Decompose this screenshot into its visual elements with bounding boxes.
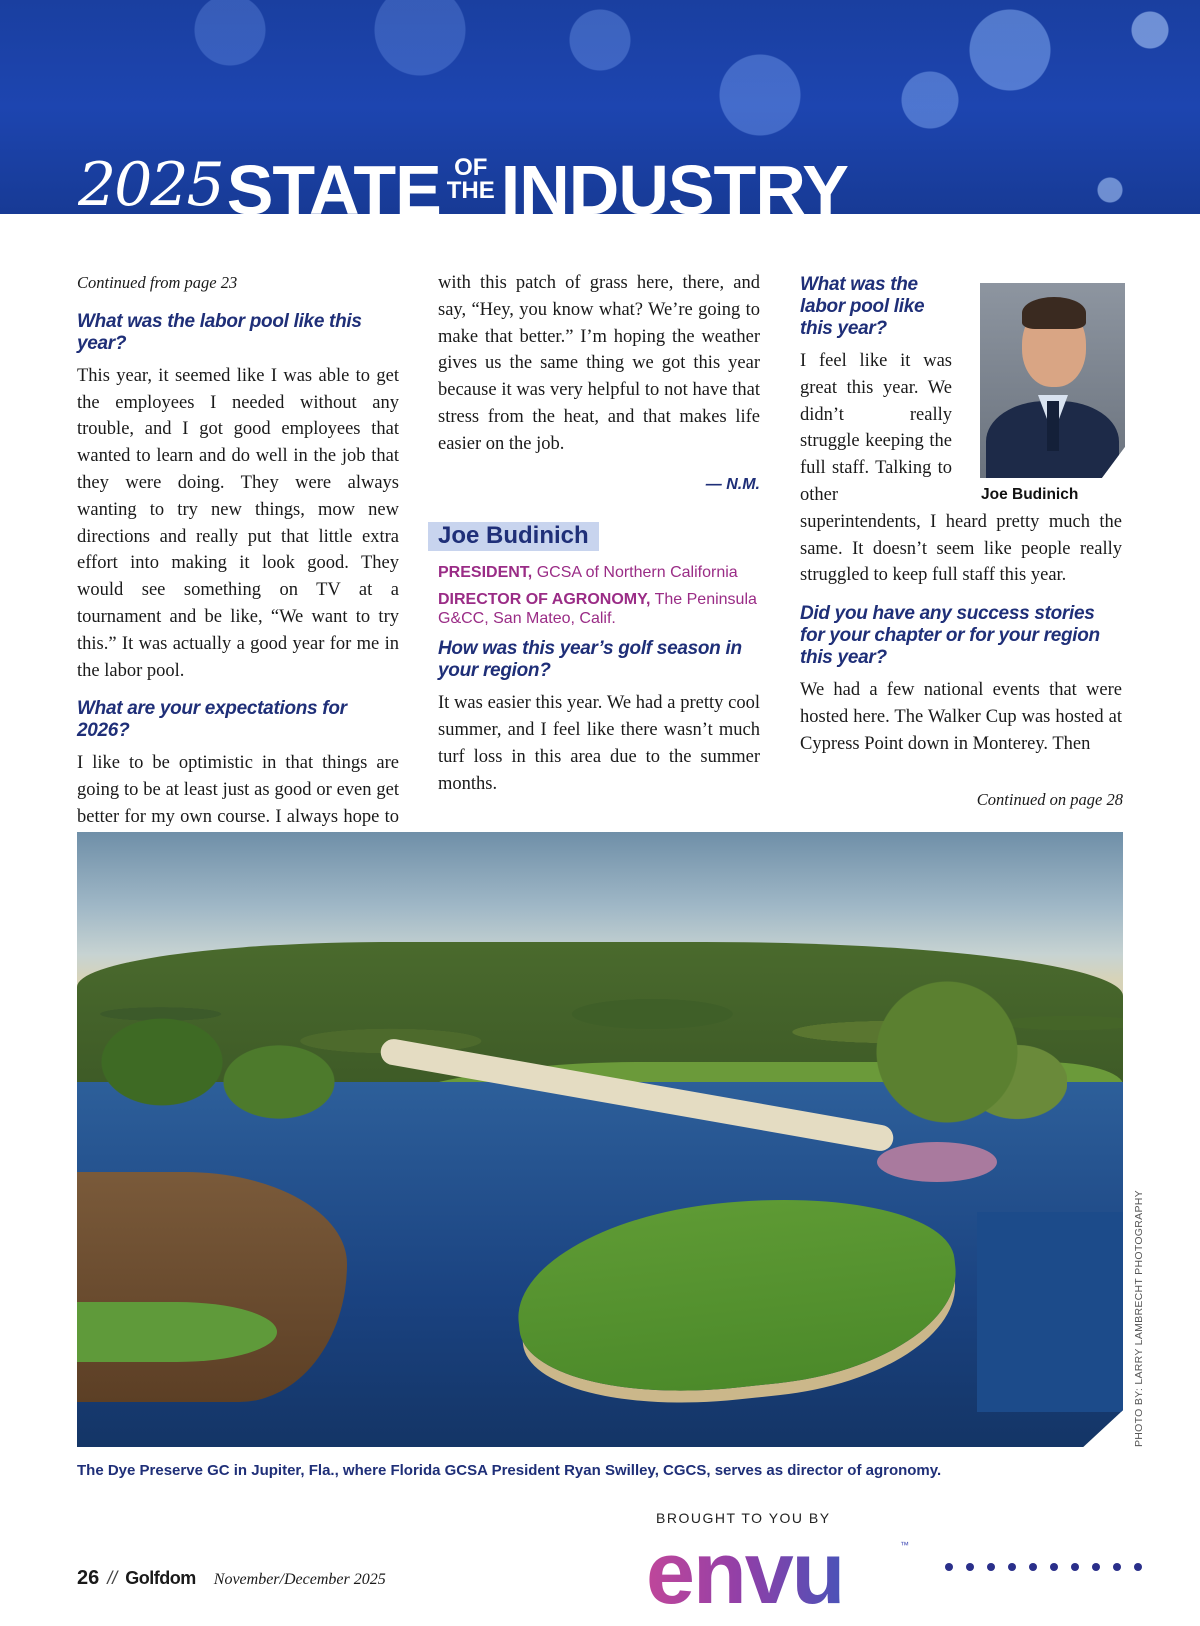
title-of-the — [447, 156, 495, 202]
title-industry: INDUSTRY — [500, 151, 848, 220]
page-number: 26 — [77, 1567, 100, 1589]
continued-from: Continued from page 23 — [77, 273, 238, 292]
trademark-symbol: ™ — [900, 1540, 909, 1550]
golf-course-photo — [77, 832, 1123, 1447]
role-2-title: DIRECTOR OF AGRONOMY, — [438, 591, 651, 609]
portrait-caption: Joe Budinich — [981, 486, 1079, 503]
role-1-org: GCSA of Northern California — [536, 564, 738, 582]
decorative-dots — [945, 1563, 1142, 1571]
header-banner — [0, 0, 1200, 220]
signature: — N.M. — [705, 475, 760, 493]
answer-golf-season: It was easier this year. We had a pretty cool summer, and I feel like there wasn’t much turf loss in this area due to the summer months. — [438, 693, 760, 794]
question-labor-pool: What was the labor pool like this year? — [77, 310, 362, 354]
section-title — [78, 150, 848, 220]
answer-success-stories: We had a few national events that were hosted here. The Walker Cup was hosted at Cypress Point down in Monterey. Then — [800, 680, 1122, 754]
question-golf-season: How was this year’s golf season in your region? — [438, 638, 742, 682]
sponsor-label: BROUGHT TO YOU BY — [656, 1510, 831, 1526]
role-1 — [438, 563, 760, 582]
title-state: STATE — [226, 151, 441, 220]
answer-continued: with this patch of grass here, there, and say, “Hey, you know what? We’re going to make that better.” I’m hoping the weather gives us the same thing we got this year because it was very helpful to not have that stress from the heat, and that makes life easier on the job. — [438, 273, 760, 454]
interviewee-name: Joe Budinich — [428, 522, 599, 551]
envu-logo: envu — [646, 1523, 844, 1622]
question-expectations: What are your expectations for 2026? — [77, 698, 347, 742]
issue-date: November/December 2025 — [213, 1571, 386, 1588]
page-footer — [77, 1567, 386, 1590]
column-1 — [77, 270, 399, 872]
answer-expectations: I like to be optimistic in that things are going to be at least just as good or even get better for my own course. I always hope to — [77, 753, 399, 827]
photo-credit: PHOTO BY: LARRY LAMBRECHT PHOTOGRAPHY — [1133, 1190, 1145, 1447]
role-1-title: PRESIDENT, — [438, 564, 533, 582]
footer-separator: // — [107, 1568, 118, 1588]
title-year: 2025 — [78, 150, 223, 220]
golf-photo-caption: The Dye Preserve GC in Jupiter, Fla., where Florida GCSA President Ryan Swilley, CGCS, serves as director of agronomy. — [77, 1462, 942, 1479]
answer-labor-pool: This year, it seemed like I was able to get the employees I needed without any trouble, and I got good employees that wanted to learn and do well in the job that they were doing. They were always wanting to try new things, mow new directions and really put that little extra effort into making it look good. They would see something on TV at a tournament and be like, “We want to try this.” It was actually a good year for me in the labor pool. — [77, 365, 399, 681]
question-labor-pool-2: What was the labor pool like this year? — [800, 274, 925, 339]
continued-on: Continued on page 28 — [976, 790, 1123, 809]
title-the: THE — [446, 177, 495, 204]
question-success-stories: Did you have any success stories for your chapter or for your region this year? — [800, 603, 1100, 669]
portrait-photo — [980, 283, 1125, 478]
role-2-org: The Peninsula G&CC, San Mateo, Calif. — [438, 591, 757, 628]
title-of: OF — [454, 154, 488, 181]
role-2 — [438, 590, 760, 628]
magazine-name: Golfdom — [125, 1568, 196, 1588]
column-2 — [438, 270, 760, 811]
answer-labor-pool-2-text: I feel like it was great this year. We didn’t really struggle keeping the full staff. Talking to other superintendents, I heard pretty much the same. It doesn’t seem like people really struggled to keep full staff this year. — [800, 351, 1122, 586]
